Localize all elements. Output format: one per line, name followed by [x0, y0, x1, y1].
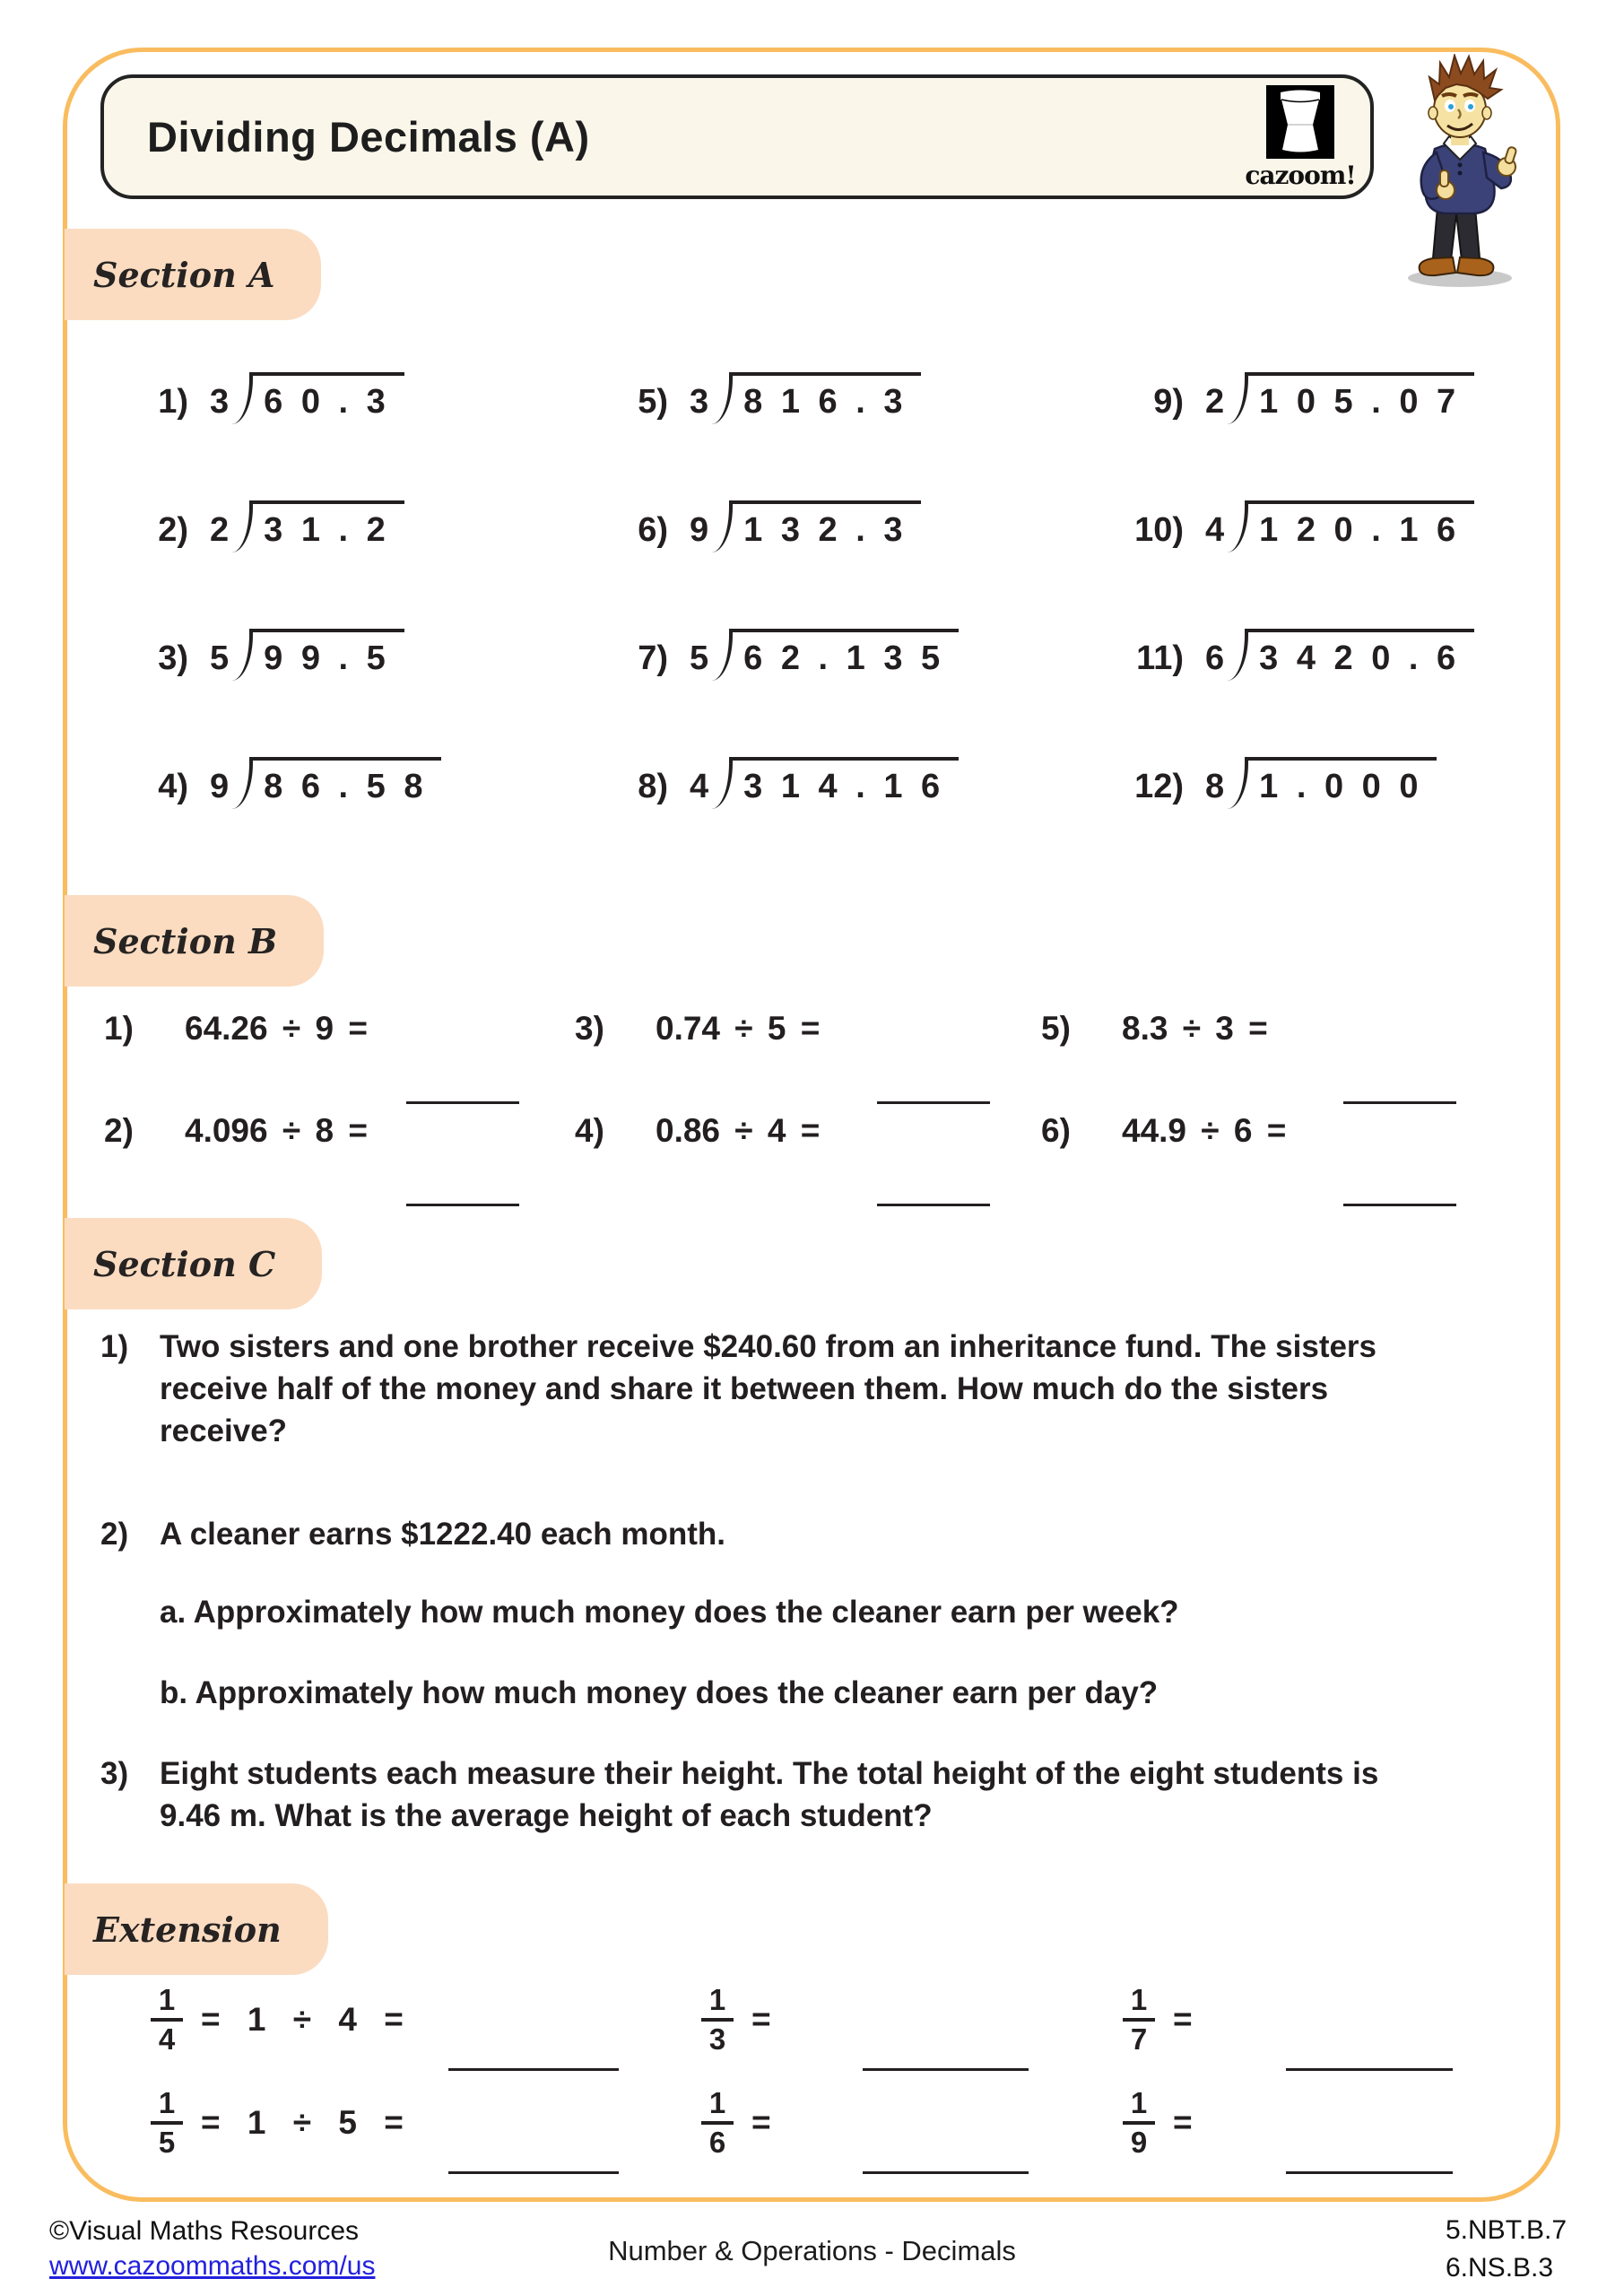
drum-icon	[1266, 85, 1334, 159]
answer-blank	[406, 1101, 519, 1104]
fraction	[1123, 1984, 1155, 2056]
conversion-expression: =	[751, 2001, 773, 2038]
footer-topic: Number & Operations - Decimals	[608, 2235, 1016, 2266]
problem-number: 2)	[100, 1517, 129, 1552]
problem-number: 8)	[638, 768, 668, 805]
dividend: 1 . 0 0 0	[1245, 757, 1437, 806]
denominator: 5	[158, 2126, 176, 2159]
division-expression: 0.74 ÷ 5 =	[656, 1010, 821, 1047]
divisor: 3	[690, 383, 709, 421]
answer-blank	[863, 2171, 1029, 2174]
answer-blank	[448, 2171, 619, 2174]
fraction	[151, 1984, 183, 2056]
denominator: 3	[708, 2022, 726, 2056]
fraction-bar	[701, 2121, 734, 2125]
answer-blank	[877, 1101, 990, 1104]
problem-number: 9)	[1153, 383, 1184, 421]
division-problem-8	[596, 757, 1112, 885]
problem-number: 5)	[1041, 1010, 1071, 1047]
problem-text: Eight students each measure their height. The total height of the eight students is	[160, 1756, 1379, 1791]
fraction-bar	[151, 2121, 183, 2125]
section-c-problems	[100, 1326, 1553, 1837]
divisor: 9	[690, 511, 709, 549]
standard-code-2: 6.NS.B.3	[1446, 2253, 1554, 2283]
b-problem-1	[104, 1010, 575, 1112]
problem-number: 7)	[638, 639, 668, 677]
divisor: 5	[210, 639, 230, 677]
copyright-text: ©Visual Maths Resources	[49, 2216, 360, 2246]
division-expression: 0.86 ÷ 4 =	[656, 1112, 821, 1149]
problem-number: 6)	[638, 511, 668, 549]
division-problem-12	[1112, 757, 1533, 885]
section-a-header	[65, 229, 321, 320]
word-problem-2b: b. Approximately how much money does the cleaner earn per day?	[160, 1675, 1159, 1710]
section-a-label: Section A	[93, 254, 275, 295]
cazoom-url-link[interactable]: www.cazoommaths.com/us	[49, 2251, 376, 2281]
dividend: 9 9 . 5	[249, 629, 404, 678]
dividend: 3 1 4 . 1 6	[729, 757, 959, 806]
problem-number: 3)	[100, 1756, 129, 1791]
problem-number: 10)	[1134, 511, 1184, 549]
dividend: 1 0 5 . 0 7	[1245, 372, 1474, 422]
problem-number: 1)	[158, 383, 188, 421]
dividend: 6 0 . 3	[249, 372, 404, 422]
mascot-boy-illustration	[1381, 54, 1539, 289]
fraction	[1123, 2087, 1155, 2159]
dividend: 6 2 . 1 3 5	[729, 629, 959, 678]
division-expression: 64.26 ÷ 9 =	[185, 1010, 368, 1047]
divisor: 4	[690, 768, 709, 805]
denominator: 7	[1130, 2022, 1148, 2056]
extension-item-4	[701, 2087, 773, 2159]
word-problem-3	[100, 1752, 1553, 1837]
b-problem-6	[1041, 1112, 1530, 1214]
division-problem-7	[596, 629, 1112, 757]
problem-text: A cleaner earns $1222.40 each month.	[160, 1517, 725, 1552]
problem-text: receive?	[160, 1413, 288, 1448]
footer-standards	[1446, 2212, 1567, 2287]
denominator: 4	[158, 2022, 176, 2056]
dividend: 8 6 . 5 8	[249, 757, 441, 806]
extension-item-5	[1123, 1984, 1194, 2056]
answer-blank	[877, 1204, 990, 1206]
problem-number: 1)	[100, 1329, 129, 1364]
section-b-header	[65, 895, 324, 987]
standard-code-1: 5.NBT.B.7	[1446, 2215, 1568, 2245]
fraction-bar	[151, 2018, 183, 2022]
problem-number: 4)	[575, 1112, 604, 1149]
extension-item-2	[151, 2087, 405, 2159]
denominator: 9	[1130, 2126, 1148, 2159]
conversion-expression: =	[751, 2104, 773, 2141]
title-box	[100, 74, 1374, 199]
extension-item-3	[701, 1984, 773, 2056]
extension-header	[65, 1883, 328, 1975]
section-a-problems	[117, 372, 1533, 885]
problem-number: 5)	[638, 383, 668, 421]
section-c-header	[65, 1218, 322, 1309]
answer-blank	[1343, 1204, 1456, 1206]
division-problem-6	[596, 500, 1112, 629]
numerator: 1	[708, 1983, 726, 2016]
word-problem-1	[100, 1326, 1553, 1452]
numerator: 1	[158, 1983, 176, 2016]
extension-label: Extension	[93, 1909, 282, 1950]
fraction	[151, 2087, 183, 2159]
problem-text: Two sisters and one brother receive $240.60 from an inheritance fund. The sisters	[160, 1329, 1377, 1364]
divisor: 4	[1205, 511, 1225, 549]
extension-item-1	[151, 1984, 405, 2056]
cazoom-logo	[1221, 85, 1379, 193]
divisor: 5	[690, 639, 709, 677]
divisor: 3	[210, 383, 230, 421]
problem-number: 12)	[1134, 768, 1184, 805]
numerator: 1	[158, 2086, 176, 2119]
conversion-expression: =	[1173, 2104, 1194, 2141]
extension-item-6	[1123, 2087, 1194, 2159]
fraction-bar	[1123, 2121, 1155, 2125]
word-problem-2a: a. Approximately how much money does the cleaner earn per week?	[160, 1595, 1179, 1630]
fraction-bar	[1123, 2018, 1155, 2022]
problem-number: 3)	[575, 1010, 604, 1047]
section-b-problems	[104, 1010, 1530, 1214]
b-problem-5	[1041, 1010, 1530, 1112]
answer-blank	[863, 2068, 1029, 2071]
denominator: 6	[708, 2126, 726, 2159]
dividend: 8 1 6 . 3	[729, 372, 921, 422]
dividend: 3 4 2 0 . 6	[1245, 629, 1474, 678]
b-problem-3	[575, 1010, 1041, 1112]
division-problem-11	[1112, 629, 1533, 757]
section-c-label: Section C	[93, 1243, 276, 1284]
problem-number: 1)	[104, 1010, 134, 1047]
division-problem-10	[1112, 500, 1533, 629]
division-problem-2	[117, 500, 596, 629]
dividend: 1 2 0 . 1 6	[1245, 500, 1474, 550]
problem-number: 2)	[158, 511, 188, 549]
b-problem-2	[104, 1112, 575, 1214]
problem-text: 9.46 m. What is the average height of each student?	[160, 1798, 933, 1833]
answer-blank	[1286, 2068, 1453, 2071]
numerator: 1	[708, 2086, 726, 2119]
conversion-expression: = 1 ÷ 5 =	[201, 2104, 405, 2141]
problem-number: 3)	[158, 639, 188, 677]
divisor: 2	[210, 511, 230, 549]
division-problem-1	[117, 372, 596, 500]
fraction	[701, 2087, 734, 2159]
section-b-label: Section B	[93, 920, 278, 961]
fraction	[701, 1984, 734, 2056]
dividend: 3 1 . 2	[249, 500, 404, 550]
division-problem-5	[596, 372, 1112, 500]
dividend: 1 3 2 . 3	[729, 500, 921, 550]
division-expression: 8.3 ÷ 3 =	[1122, 1010, 1268, 1047]
divisor: 9	[210, 768, 230, 805]
numerator: 1	[1130, 2086, 1148, 2119]
problem-number: 4)	[158, 768, 188, 805]
problem-text: receive half of the money and share it between them. How much do the sisters	[160, 1371, 1329, 1406]
answer-blank	[1286, 2171, 1453, 2174]
divisor: 8	[1205, 768, 1225, 805]
division-problem-9	[1112, 372, 1533, 500]
conversion-expression: =	[1173, 2001, 1194, 2038]
divisor: 6	[1205, 639, 1225, 677]
problem-number: 2)	[104, 1112, 134, 1149]
problem-number: 6)	[1041, 1112, 1071, 1149]
conversion-expression: = 1 ÷ 4 =	[201, 2001, 405, 2038]
answer-blank	[1343, 1101, 1456, 1104]
answer-blank	[448, 2068, 619, 2071]
division-problem-4	[117, 757, 596, 885]
word-problem-2	[100, 1513, 1553, 1555]
answer-blank	[406, 1204, 519, 1206]
division-expression: 4.096 ÷ 8 =	[185, 1112, 368, 1149]
problem-number: 11)	[1136, 639, 1184, 677]
fraction-bar	[701, 2018, 734, 2022]
divisor: 2	[1205, 383, 1225, 421]
cazoom-logo-text: cazoom!	[1245, 161, 1356, 190]
numerator: 1	[1130, 1983, 1148, 2016]
b-problem-4	[575, 1112, 1041, 1214]
page-title: Dividing Decimals (A)	[147, 113, 590, 161]
division-expression: 44.9 ÷ 6 =	[1122, 1112, 1287, 1149]
division-problem-3	[117, 629, 596, 757]
